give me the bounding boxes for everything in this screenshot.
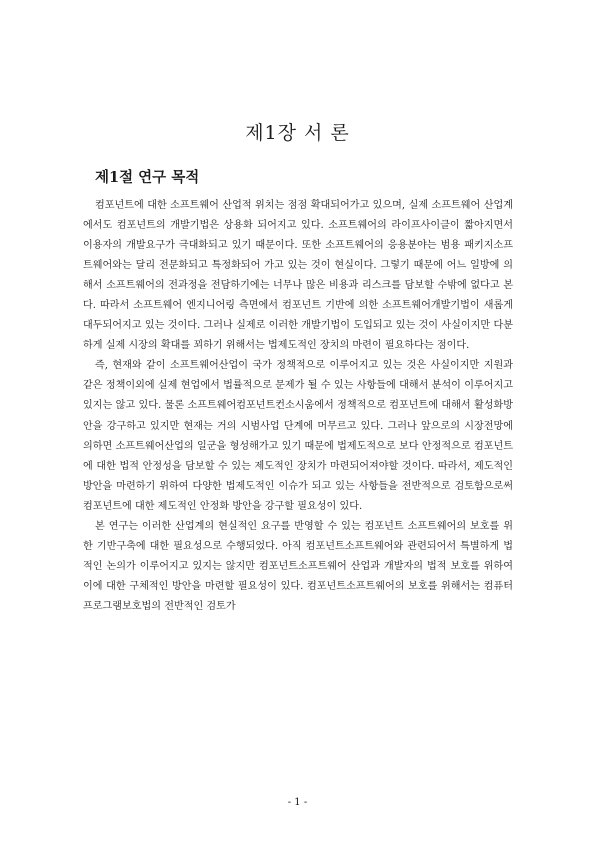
chapter-title: 제1장 서 론 <box>245 122 350 144</box>
page-number: - 1 - <box>287 797 308 808</box>
body-text <box>83 196 513 617</box>
paragraph-2: 즉, 현재와 같이 소프트웨어산업이 국가 정책적으로 이루어지고 있는 것은 사실이지만 지원과 같은 정책이외에 실제 현업에서 법률적으로 문제가 될 수 있는 사항들에 대해서 분석이 이루어지고 있지는 않고 있다. 물론 소프트웨어컴포넌트컨소시움에서 정책적으로 컴포넌트에 대해서 활성화방안을 강구하고 있지만 현재는 거의 시범사업 단계에 머무르고 있다. 그러나 앞으로의 시장전망에 의하면 소프트웨어산업의 일군을 형성해가고 있기 때문에 법제도적으로 보다 안정적으로 컴포넌트에 대한 법적 안정성을 담보할 수 있는 제도적인 장치가 마련되어져야할 것이다. 따라서, 제도적인 방안을 마련하기 위하여 다양한 법제도적인 이슈가 되고 있는 사항들을 전반적으로 검토함으로써 컴포넌트에 대한 제도적인 안정화 방안을 강구할 필요성이 있다. <box>83 360 513 512</box>
section-title: 제1절 연구 목적 <box>95 169 200 186</box>
paragraph-1: 컴포넌트에 대한 소프트웨어 산업적 위치는 점점 확대되어가고 있으며, 실제 소프트웨어 산업계에서도 컴포넌트의 개발기법은 상용화 되어지고 있다. 소프트웨어의 라이프사이클이 짧아지면서 이용자의 개발요구가 극대화되고 있기 때문이다. 또한 소프트웨어의 응용분야는 범용 패키지소프트웨어와는 달리 전문화되고 특정화되어 가고 있는 것이 현실이다. 그렇기 때문에 어느 일방에 의해서 소프트웨어의 전과정을 전담하기에는 너무나 많은 비용과 리스크를 담보할 수밖에 없다고 본다. 따라서 소프트웨어 엔지니어링 측면에서 컴포넌트 기반에 의한 소프트웨어개발기법이 새롭게 대두되어지고 있는 것이다. 그러나 실제로 이러한 개발기법이 도입되고 있는 것이 사실이지만 다분하게 실제 시장의 확대를 꾀하기 위해서는 법제도적인 장치의 마련이 필요하다는 점이다. <box>83 200 513 352</box>
paragraph-3: 본 연구는 이러한 산업계의 현실적인 요구를 반영할 수 있는 컴포넌트 소프트웨어의 보호를 위한 기반구축에 대한 필요성으로 수행되었다. 아직 컴포넌트소프트웨어와 관련되어서 특별하게 법적인 논의가 이루어지고 있지는 않지만 컴포넌트소프트웨어 산업과 개발자의 법적 보호를 위하여 이에 대한 구체적인 방안을 마련할 필요성이 있다. 컴포넌트소프트웨어의 보호를 위해서는 컴퓨터프로그램보호법의 전반적인 검토가 <box>83 520 513 612</box>
